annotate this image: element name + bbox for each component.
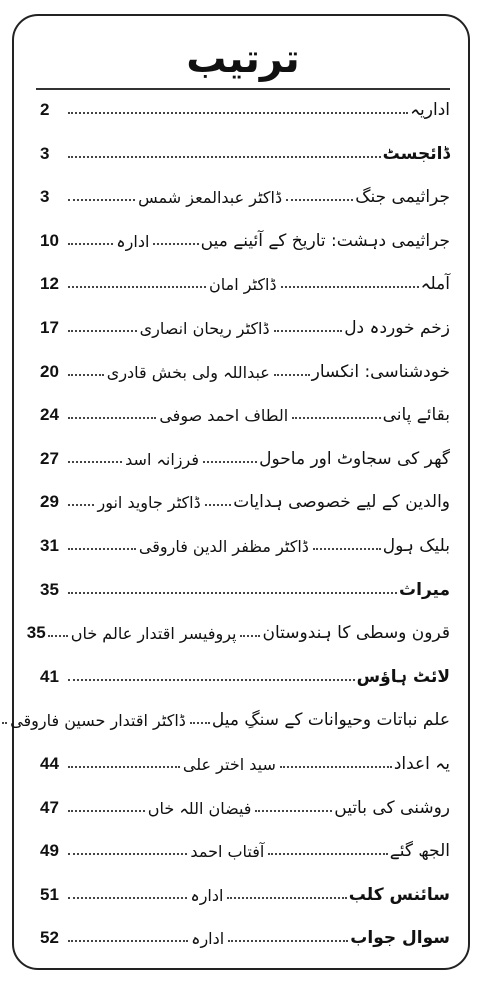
toc-entry[interactable]: [40, 304, 450, 338]
page-title: ترتیب: [186, 36, 300, 82]
dot-leader: [68, 810, 145, 812]
toc-entry-author: فیضان اللہ خاں: [147, 798, 252, 818]
toc-entry-page: 44: [39, 754, 59, 773]
toc-entry-page: 27: [40, 448, 59, 468]
toc-entry[interactable]: [40, 522, 450, 556]
dot-leader: [280, 766, 392, 768]
toc-entry-page: 31: [39, 536, 59, 555]
toc-entry-page: 51: [39, 884, 59, 904]
dot-leader: [203, 461, 257, 463]
toc-entry-title: لائٹ ہاؤس: [356, 666, 450, 687]
toc-entry-title: ڈائجسٹ: [382, 143, 450, 164]
toc-entry-page: 49: [40, 841, 59, 861]
toc-entry[interactable]: [40, 217, 450, 251]
dot-leader: [240, 635, 260, 637]
dot-leader: [190, 722, 210, 724]
toc-entry[interactable]: [40, 173, 450, 207]
dot-leader: [286, 199, 353, 201]
toc-entry-page: 24: [39, 405, 59, 425]
toc-entry-page: 29: [40, 492, 59, 512]
dot-leader: [68, 461, 122, 463]
dot-leader: [68, 897, 187, 899]
toc-entry-page: 52: [39, 928, 59, 948]
dot-leader: [313, 548, 381, 550]
toc-entry-page: 12: [40, 274, 59, 294]
toc-entry-page: 10: [40, 230, 59, 250]
toc-entry-title: علم نباتات وحیوانات کے سنگِ میل: [211, 710, 450, 731]
toc-entry-page: 17: [40, 318, 59, 337]
toc-entry[interactable]: [40, 391, 450, 425]
toc-entry-author: ادارہ: [191, 929, 225, 949]
toc-entry[interactable]: [40, 348, 450, 382]
dot-leader: [68, 766, 180, 768]
toc-entry-author: ڈاکٹر ریحان انصاری: [139, 319, 270, 338]
dot-leader: [255, 810, 332, 812]
toc-entry[interactable]: [40, 478, 450, 512]
toc-entry-title: سوال جواب: [350, 928, 450, 949]
dot-leader: [68, 374, 104, 376]
toc-entry-title: بلیک ہول: [382, 536, 450, 556]
toc-entry-page: 47: [40, 797, 59, 817]
toc-entry-author: ڈاکٹر عبدالمعز شمس: [138, 188, 283, 208]
dot-leader: [68, 112, 408, 114]
toc-entry[interactable]: [40, 784, 450, 818]
toc-entry[interactable]: [26, 609, 450, 644]
toc-entry-title: والدین کے لیے خصوصی ہدایات: [233, 492, 450, 513]
toc-entry-author: فرزانہ اسد: [125, 449, 199, 469]
toc-entry-page: 35: [26, 623, 46, 643]
toc-entry-title: یہ اعداد: [393, 754, 450, 774]
toc-entry[interactable]: [40, 914, 450, 948]
dot-leader: [281, 286, 419, 288]
toc-entry-author: ڈاکٹر امان: [209, 275, 277, 295]
dot-leader: [68, 243, 113, 245]
toc-entry[interactable]: [40, 827, 450, 861]
toc-entry-title: بقائے پانی: [382, 405, 450, 426]
dot-leader: [68, 286, 206, 288]
toc-entry[interactable]: [40, 86, 450, 120]
dot-leader: [68, 940, 188, 942]
toc-entry-author: الطاف احمد صوفی: [159, 406, 289, 426]
dot-leader: [268, 853, 387, 855]
dot-leader: [68, 199, 135, 201]
toc-entry-page: 3: [40, 143, 50, 163]
dot-leader: [153, 243, 198, 245]
toc-entry[interactable]: [40, 435, 450, 469]
toc-entry-title: زخم خوردہ دل: [344, 318, 450, 338]
toc-entry[interactable]: [40, 130, 450, 164]
toc-entry-page: 3: [39, 187, 50, 207]
toc-entry-title: قرون وسطی کا ہندوستان: [262, 623, 450, 644]
toc-entry-page: 35: [40, 579, 59, 599]
toc-entry[interactable]: [40, 566, 450, 600]
toc-entry-title: میراث: [399, 579, 450, 600]
dot-leader: [0, 722, 7, 724]
toc-entry-author: ادارہ: [190, 885, 224, 905]
toc-entry-title: گھر کی سجاوٹ اور ماحول: [259, 448, 450, 469]
dot-leader: [228, 940, 348, 942]
dot-leader: [227, 897, 346, 899]
dot-leader: [48, 635, 68, 637]
toc-entry-author: ادارہ: [116, 231, 150, 251]
dot-leader: [292, 417, 380, 419]
toc-entry-page: 20: [40, 361, 59, 381]
toc-entry-author: ڈاکٹر اقتدار حسین فاروقی: [10, 711, 186, 731]
toc-entry-author: ڈاکٹر جاوید انور: [97, 493, 201, 513]
toc-entry-author: آفتاب احمد: [190, 842, 265, 862]
toc-entry-title: روشنی کی باتیں: [334, 797, 450, 818]
dot-leader: [205, 504, 231, 506]
toc-entry-title: آملہ: [420, 274, 450, 295]
dot-leader: [274, 330, 343, 332]
toc-entry-title: خودشناسی: انکسار: [311, 361, 450, 382]
toc-entry[interactable]: [10, 696, 450, 731]
dot-leader: [274, 374, 310, 376]
toc-entry-author: سید اختر علی: [182, 755, 276, 774]
dot-leader: [68, 504, 94, 506]
toc-entry-title: جراثیمی دہشت: تاریخ کے آئینے میں: [200, 230, 450, 251]
toc-entry-title: سائنس کلب: [348, 884, 450, 905]
toc-entry[interactable]: [40, 740, 450, 774]
toc-entry-page: 2: [40, 100, 50, 119]
dot-leader: [68, 330, 137, 332]
dot-leader: [68, 156, 381, 158]
toc-entry[interactable]: [40, 871, 450, 905]
dot-leader: [68, 853, 187, 855]
dot-leader: [68, 592, 397, 594]
dot-leader: [68, 417, 156, 419]
toc-entry[interactable]: [40, 260, 450, 294]
toc-entry-title: اداریہ: [410, 100, 450, 120]
toc-entry-author: پروفیسر اقتدار عالم خاں: [70, 624, 237, 644]
dot-leader: [68, 548, 136, 550]
toc-entry[interactable]: [40, 653, 450, 687]
toc-entry-title: جراثیمی جنگ: [355, 187, 450, 208]
toc-entry-page: 41: [40, 666, 59, 686]
toc-entry-author: ڈاکٹر مظفر الدین فاروقی: [138, 537, 309, 556]
toc-entry-author: عبداللہ ولی بخش قادری: [106, 362, 270, 382]
dot-leader: [68, 679, 355, 681]
toc-entry-title: الجھ گئے: [389, 841, 450, 862]
